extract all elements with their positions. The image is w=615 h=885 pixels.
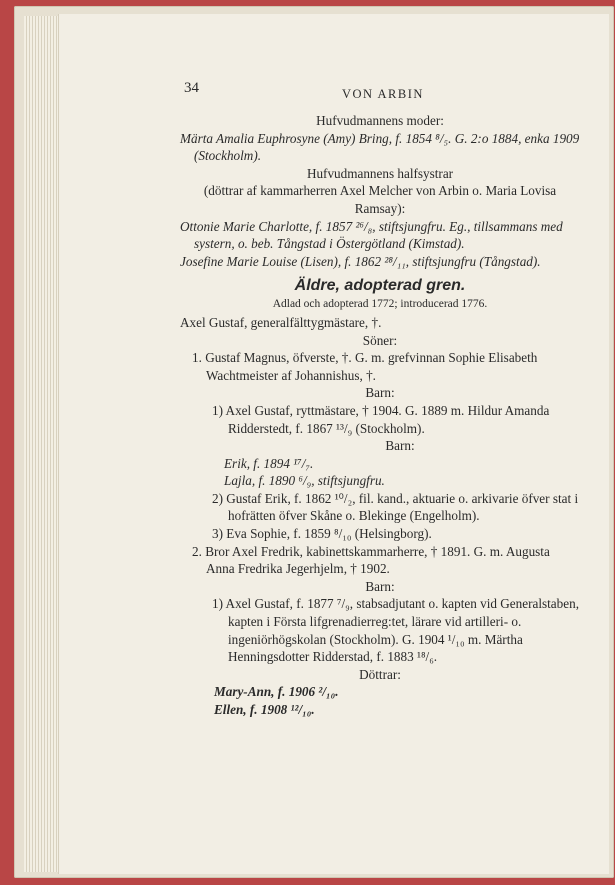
text-line: (döttrar af kammarherren Axel Melcher von Arbin o. Maria Lovisa Ramsay): xyxy=(203,183,557,216)
text-line: Söner: xyxy=(362,332,398,348)
text-line: Barn: xyxy=(365,578,395,594)
text-line: 1) Axel Gustaf, f. 1877 ⁷/₉, stabsadjutant o. kapten vid Generalstaben, kapten i Första lifgrenadierreg:tet, lärare vid artilleri- o. ingeniörhögskolan (Stockholm). G. 1904 ¹/₁₀ m. Märtha Henningsdotter Ridderstad, f. 1883 ¹⁸/₆. xyxy=(212,596,580,665)
text-line: Axel Gustaf, generalfälttygmästare, †. xyxy=(180,314,382,330)
text-line: Ottonie Marie Charlotte, f. 1857 ²⁶/₈, stiftsjungfru. Eg., tillsammans med systern, o. beb. Tångstad i Östergötland (Kimstad). xyxy=(180,218,563,252)
page-header xyxy=(180,72,580,112)
text-line: Döttrar: xyxy=(359,666,401,682)
text-line: Hufvudmannens halfsystrar xyxy=(306,165,454,181)
text-line: Barn: xyxy=(365,385,395,401)
text-line: 1) Axel Gustaf, ryttmästare, † 1904. G. 1889 m. Hildur Amanda Ridderstedt, f. 1867 ¹³/₉ (Stockholm). xyxy=(212,402,550,436)
text-line: Josefine Marie Louise (Lisen), f. 1862 ²⁸/₁₁, stiftsjungfru (Tångstad). xyxy=(180,253,541,269)
page-text xyxy=(180,72,580,719)
text-line: Mary-Ann, f. 1906 ²/₁₀. xyxy=(214,684,339,700)
text-line: Hufvudmannens moder: xyxy=(316,113,444,128)
running-head: VON ARBIN xyxy=(342,87,424,101)
text-line: 2) Gustaf Erik, f. 1862 ¹⁰/₂, fil. kand., aktuarie o. arkivarie öfver stat i hofrätten öfver Skåne o. Blekinge (Engelholm). xyxy=(212,490,579,524)
text-line: Märta Amalia Euphrosyne (Amy) Bring, f. 1854 ⁸/₅. G. 2:o 1884, enka 1909 (Stockholm). xyxy=(180,130,580,164)
text-line: 2. Bror Axel Fredrik, kabinettskammarherre, † 1891. G. m. Augusta Anna Fredrika Jegerhjelm, † 1902. xyxy=(192,543,550,577)
text-line: 1. Gustaf Magnus, öfverste, †. G. m. grefvinnan Sophie Elisabeth Wachtmeister af Johannishus, †. xyxy=(192,350,538,383)
text-line: Lajla, f. 1890 ⁶/₉, stiftsjungfru. xyxy=(224,473,385,489)
text-line: Ellen, f. 1908 ¹²/₁₀. xyxy=(214,702,315,717)
page-number: 34 xyxy=(184,80,199,96)
text-line: 3) Eva Sophie, f. 1859 ⁸/₁₀ (Helsingborg). xyxy=(212,526,432,542)
section-heading: Äldre, adopterad gren. xyxy=(294,277,466,295)
text-line: Adlad och adopterad 1772; introducerad 1776. xyxy=(272,298,488,311)
text-line: Barn: xyxy=(385,438,415,454)
text-line: Erik, f. 1894 ¹⁷/₇. xyxy=(224,455,314,471)
